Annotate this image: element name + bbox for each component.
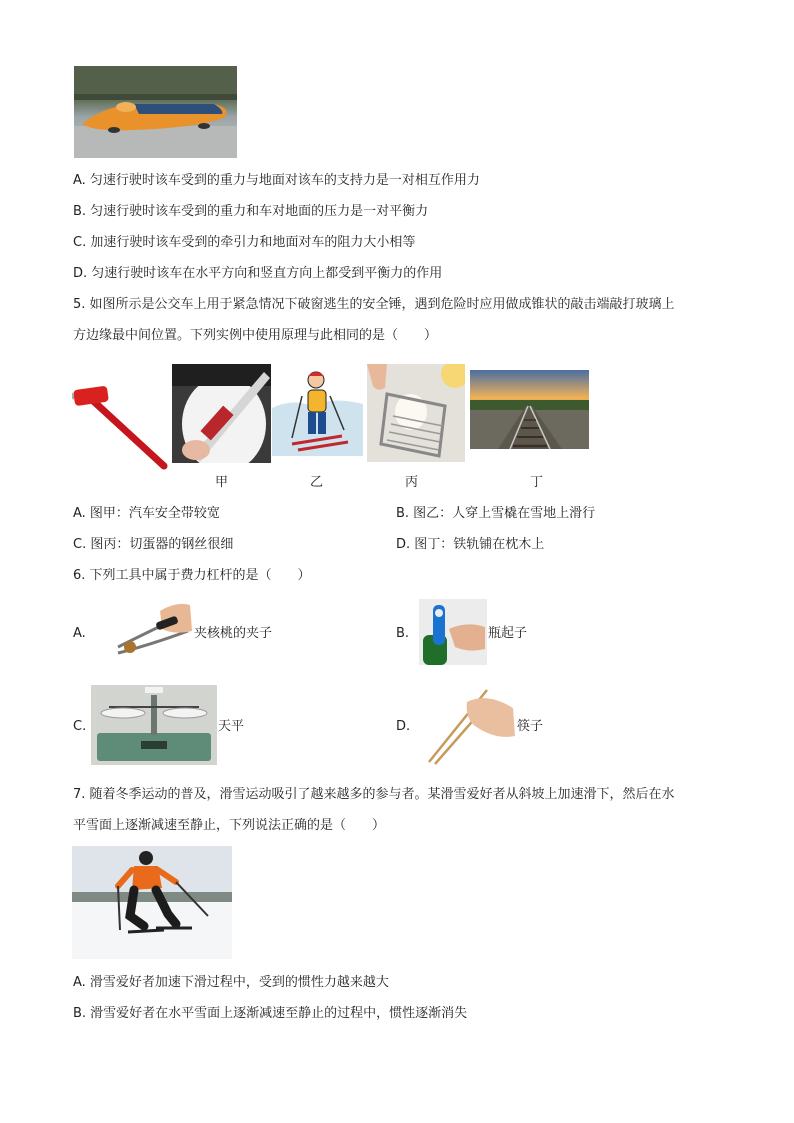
q7-option-a[interactable]: A. 滑雪爱好者加速下滑过程中，受到的惯性力越来越大 <box>73 975 389 990</box>
caption-bing: 丙 <box>405 475 419 490</box>
solar-car-image <box>74 66 237 158</box>
skier-photo-image <box>72 846 232 959</box>
q5-stem-line1: 5. 如图所示是公交车上用于紧急情况下破窗逃生的安全锤，遇到危险时应用做成锥状的敲击端敲打玻璃上 <box>73 297 675 312</box>
skier-cartoon-image <box>272 368 363 456</box>
q5-option-c[interactable]: C. 图丙：切蛋器的钢丝很细 <box>73 537 234 552</box>
q6-option-b-letter[interactable]: B. <box>396 626 410 641</box>
q4-option-c[interactable]: C. 加速行驶时该车受到的牵引力和地面对车的阻力大小相等 <box>73 235 416 250</box>
q4-option-d[interactable]: D. 匀速行驶时该车在水平方向和竖直方向上都受到平衡力的作用 <box>73 266 443 281</box>
q7-stem-line1: 7. 随着冬季运动的普及，滑雪运动吸引了越来越多的参与者。某滑雪爱好者从斜坡上加速滑下，然后在水 <box>73 787 675 802</box>
caption-yi: 乙 <box>310 475 324 490</box>
caption-ding: 丁 <box>530 475 544 490</box>
chopsticks-image <box>425 686 517 766</box>
q6-option-c-letter[interactable]: C. <box>73 719 87 734</box>
q5-option-b[interactable]: B. 图乙：人穿上雪橇在雪地上滑行 <box>396 506 596 521</box>
q6-stem: 6. 下列工具中属于费力杠杆的是（ ） <box>73 568 311 583</box>
q4-option-b[interactable]: B. 匀速行驶时该车受到的重力和车对地面的压力是一对平衡力 <box>73 204 429 219</box>
q6-option-d-letter[interactable]: D. <box>396 719 411 734</box>
q5-option-d[interactable]: D. 图丁：铁轨铺在枕木上 <box>396 537 545 552</box>
q7-option-b[interactable]: B. 滑雪爱好者在水平雪面上逐渐减速至静止的过程中，惯性逐渐消失 <box>73 1006 468 1021</box>
nutcracker-image <box>110 601 194 661</box>
caption-jia: 甲 <box>215 475 229 490</box>
safety-hammer-image <box>72 378 170 470</box>
q6-option-d-label: 筷子 <box>517 719 544 734</box>
egg-slicer-image <box>367 364 465 462</box>
q5-option-a[interactable]: A. 图甲：汽车安全带较宽 <box>73 506 220 521</box>
seatbelt-image <box>172 364 271 463</box>
balance-scale-image <box>91 685 217 765</box>
q7-stem-line2: 平雪面上逐渐减速至静止，下列说法正确的是（ ） <box>73 818 386 833</box>
q6-option-b-label: 瓶起子 <box>488 626 528 641</box>
q4-option-a[interactable]: A. 匀速行驶时该车受到的重力与地面对该车的支持力是一对相互作用力 <box>73 173 480 188</box>
q6-option-c-label: 天平 <box>218 719 245 734</box>
q5-stem-line2: 方边缘最中间位置。下列实例中使用原理与此相同的是（ ） <box>73 328 438 343</box>
q6-option-a-letter[interactable]: A. <box>73 626 86 641</box>
q6-option-a-label: 夹核桃的夹子 <box>194 626 273 641</box>
bottle-opener-image <box>419 599 487 665</box>
railway-tracks-image <box>470 370 589 449</box>
